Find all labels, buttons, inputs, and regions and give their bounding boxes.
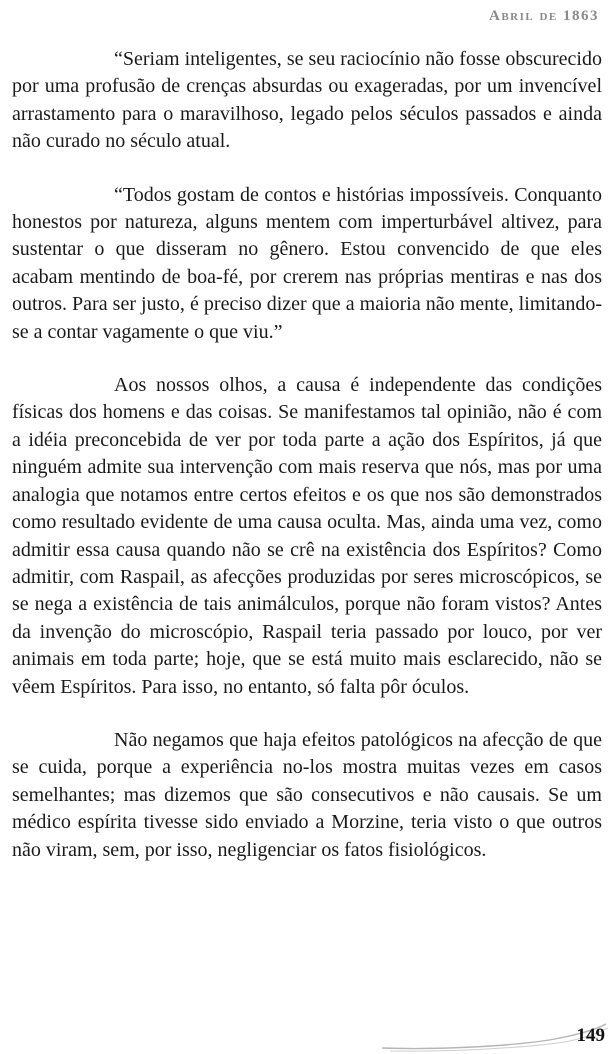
paragraph-1: “Seriam inteligentes, se seu raciocínio não fosse obscurecido por uma profusão de crenças absurdas ou exageradas, por um invencível arrastamento para o maravilhoso, legado pelos séculos passados e ainda não curado no século atual.	[12, 48, 602, 153]
paragraph-2: “Todos gostam de contos e histórias impossíveis. Conquanto honestos por natureza, alguns mentem com imperturbável altivez, para sustentar o que disseram no gênero. Estou convencido de que eles acabam mentindo de boa-fé, por crerem nas próprias mentiras e nas dos outros. Para ser justo, é preciso dizer que a maioria não mente, limitando-se a contar vagamente o que viu.”	[12, 183, 602, 343]
page-number: 149	[576, 1025, 605, 1046]
paragraph-3: Aos nossos olhos, a causa é independente das condições físicas dos homens e das coisas. Se manifestamos tal opinião, não é com a idéia preconcebida de ver por toda parte a ação dos Espíritos, já que ninguém admite sua intervenção com mais reserva que nós, mas por uma analogia que notamos entre certos efeitos e os que nos são demonstrados como resultado evidente de uma causa oculta. Mas, ainda uma vez, como admitir essa causa quando não se crê na existência dos Espíritos? Como admitir, com Raspail, as afecções produzidas por seres microscópicos, se se nega a existência de tais animálculos, porque não foram vistos? Antes da invenção do microscópio, Raspail teria passado por louco, por ver animais em toda parte; hoje, que se está muito mais esclarecido, não se vêem Espíritos. Para isso, no entanto, só falta pôr óculos.	[12, 374, 602, 698]
decorative-swoosh-icon	[380, 1020, 610, 1054]
running-head: Abril de 1863	[488, 8, 599, 24]
paragraph-4: Não negamos que haja efeitos patológicos na afecção de que se cuida, porque a experiência no-los mostra muitas vezes em casos semelhantes; mas dizemos que são consecutivos e não causais. Se um médico espírita tivesse sido enviado a Morzine, teria visto o que outros não viram, sem, por isso, negligenciar os fatos fisiológicos.	[12, 728, 602, 861]
page-body	[12, 46, 602, 890]
